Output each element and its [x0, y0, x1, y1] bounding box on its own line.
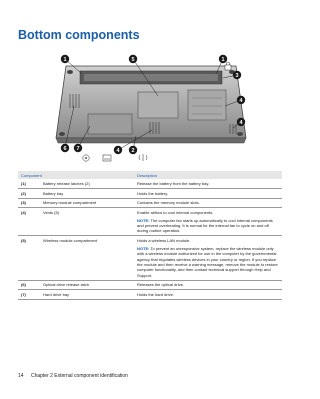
callout-label: 2 [131, 148, 135, 154]
row-component: Battery release latches (2) [40, 179, 134, 188]
hard-drive-icon [103, 155, 111, 161]
row-number: (6) [18, 280, 40, 290]
table-row [18, 236, 282, 280]
row-number: (1) [18, 179, 40, 188]
component-table [18, 171, 282, 300]
row-number: (2) [18, 188, 40, 198]
table-row [18, 198, 282, 208]
description-text: Enable airflow to cool internal components. [137, 209, 214, 215]
callout-label: 4 [239, 120, 243, 126]
description-text: Holds a wireless LAN module. [137, 237, 191, 243]
row-component: Optical drive release latch [40, 280, 134, 290]
chapter-title: Chapter 2 External component identification [30, 373, 128, 379]
row-description: Holds the battery. [134, 188, 282, 198]
note-label: NOTE: [137, 217, 150, 223]
table-row [18, 208, 282, 236]
row-number: (3) [18, 198, 40, 208]
callout-label: 4 [116, 148, 120, 154]
page-footer [18, 373, 128, 379]
row-component: Vents (5) [40, 208, 134, 236]
row-component: Hard drive bay [40, 290, 134, 300]
note-text: The computer fan starts up automatically to cool internal components and prevent overheating. It is normal for the internal fan to cycle on and off during routine operation. [137, 217, 273, 234]
memory-compartment [188, 90, 226, 120]
row-description [134, 208, 282, 236]
row-description: Release the battery from the battery bay. [134, 179, 282, 188]
table-header-row [18, 171, 282, 179]
row-component: Battery bay [40, 188, 134, 198]
page-number: 14 [18, 373, 24, 379]
callout-label: 1 [63, 57, 67, 63]
table-row [18, 188, 282, 198]
disc-icon [83, 155, 89, 161]
callout-label: 3 [235, 73, 239, 79]
row-component: Memory module compartment [40, 198, 134, 208]
column-header-description: Description [134, 171, 282, 179]
table-row [18, 179, 282, 188]
hard-drive-bay [88, 114, 132, 134]
row-description [134, 236, 282, 280]
note-label: NOTE: [137, 245, 150, 251]
laptop-bottom-diagram [40, 46, 260, 164]
column-header-component: Component [18, 171, 134, 179]
table-row [18, 290, 282, 300]
row-description: Contains the memory module slots. [134, 198, 282, 208]
wireless-icon [139, 154, 147, 161]
row-component: Wireless module compartment [40, 236, 134, 280]
table-row [18, 280, 282, 290]
row-description: Holds the hard drive. [134, 290, 282, 300]
row-number: (5) [18, 236, 40, 280]
row-number: (4) [18, 208, 40, 236]
callout-label: 5 [131, 57, 135, 63]
note-block [137, 246, 279, 278]
page-title: Bottom components [18, 28, 140, 42]
row-number: (7) [18, 290, 40, 300]
callout-label: 7 [76, 146, 80, 152]
row-description: Releases the optical drive. [134, 280, 282, 290]
callout-label: 4 [239, 98, 243, 104]
callout-label: 6 [63, 146, 67, 152]
note-text: To prevent an unresponsive system, replace the wireless module only with a wireless module authorized for use in the computer by the governmental agency that regulates wireless devices in your country or region. If you replace the module and then receive a warning message, remove the module to restore computer functionality, and then contact technical support through Help and Support. [137, 245, 278, 278]
lock-icon [225, 62, 231, 70]
callout-label: 1 [221, 57, 225, 63]
note-block [137, 218, 279, 234]
